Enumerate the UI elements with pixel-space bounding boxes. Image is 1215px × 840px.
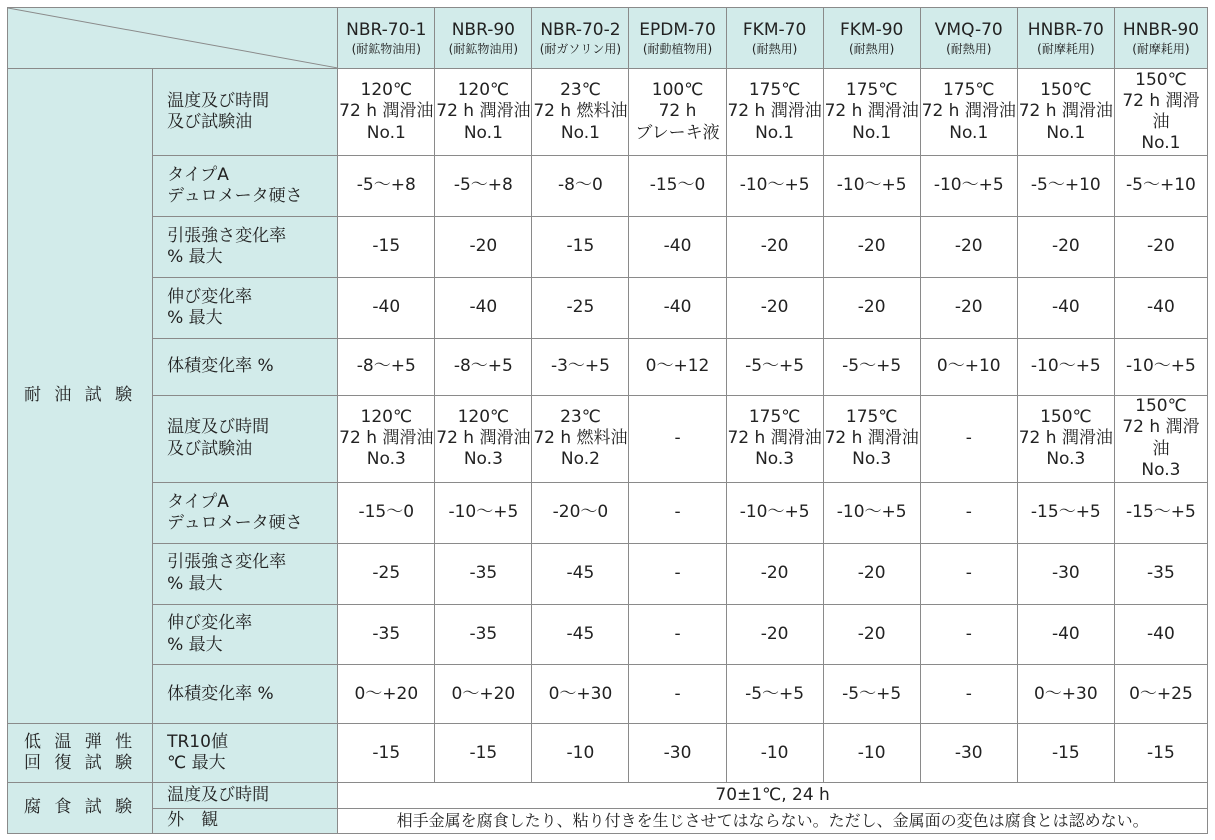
material-header (1017, 8, 1114, 69)
value-cell: -5〜+5 (726, 665, 823, 724)
material-name: NBR-90 (451, 19, 515, 40)
value-cell: -10〜+5 (1114, 338, 1207, 395)
corner-cell (8, 8, 338, 69)
material-use: (耐摩耗用) (1037, 41, 1095, 56)
test-condition-cell: 175℃ 72 h 潤滑油 No.1 (726, 68, 823, 155)
spec-row (8, 665, 1208, 724)
material-header (435, 8, 532, 69)
value-cell: -20 (726, 217, 823, 278)
material-header (920, 8, 1017, 69)
test-condition-cell: 175℃ 72 h 潤滑油 No.3 (823, 395, 920, 482)
group-corrosion-test: 腐 食 試 験 (8, 783, 153, 834)
value-cell: 0〜+30 (532, 665, 629, 724)
value-cell: -10〜+5 (1017, 338, 1114, 395)
material-use: (耐熱用) (848, 41, 895, 56)
corrosion-appearance: 相手金属を腐食したり、粘り付きを生じさせてはならない。ただし、金属面の変色は腐食とは認めない。 (338, 808, 1208, 833)
value-cell: - (920, 665, 1017, 724)
value-cell: -20 (823, 217, 920, 278)
spec-row (8, 338, 1208, 395)
material-name: VMQ-70 (934, 19, 1003, 40)
value-cell: -5〜+8 (435, 156, 532, 217)
value-cell: 0〜+20 (338, 665, 435, 724)
value-cell: -10〜+5 (435, 482, 532, 543)
spec-row (8, 724, 1208, 783)
value-cell: -30 (629, 724, 726, 783)
material-header (726, 8, 823, 69)
material-use: (耐摩耗用) (1132, 41, 1190, 56)
value-cell: -10〜+5 (823, 482, 920, 543)
value-cell: -20 (1114, 217, 1207, 278)
material-use: (耐鉱物油用) (351, 41, 421, 56)
value-cell: -40 (1017, 277, 1114, 338)
value-cell: -30 (1017, 543, 1114, 604)
value-cell: -15〜+5 (1114, 482, 1207, 543)
value-cell: -5〜+10 (1017, 156, 1114, 217)
test-condition-cell: 150℃ 72 h 潤滑油 No.3 (1017, 395, 1114, 482)
value-cell: -35 (338, 604, 435, 665)
material-name: HNBR-70 (1027, 19, 1104, 40)
value-cell: - (629, 482, 726, 543)
diagonal-line (8, 8, 337, 68)
value-cell: -20 (726, 277, 823, 338)
test-item-label: 体積変化率 % (153, 338, 338, 395)
value-cell: - (629, 665, 726, 724)
value-cell: 0〜+12 (629, 338, 726, 395)
test-condition-cell: 120℃ 72 h 潤滑油 No.1 (435, 68, 532, 155)
value-cell: -20 (920, 217, 1017, 278)
value-cell: -40 (338, 277, 435, 338)
value-cell: -8〜0 (532, 156, 629, 217)
value-cell: -20 (726, 604, 823, 665)
test-item-label: 温度及び時間 (153, 783, 338, 808)
test-item-label: 伸び変化率 % 最大 (153, 604, 338, 665)
value-cell: -15〜0 (338, 482, 435, 543)
value-cell: 0〜+25 (1114, 665, 1207, 724)
material-name: EPDM-70 (639, 19, 716, 40)
test-item-label: 温度及び時間 及び試験油 (153, 395, 338, 482)
material-header (338, 8, 435, 69)
spec-row (8, 543, 1208, 604)
group-oil-test: 耐 油 試 験 (8, 68, 153, 723)
value-cell: -5〜+10 (1114, 156, 1207, 217)
value-cell: -40 (1114, 277, 1207, 338)
value-cell: -40 (629, 217, 726, 278)
value-cell: -10 (726, 724, 823, 783)
material-header (532, 8, 629, 69)
value-cell: -10 (823, 724, 920, 783)
spec-row (8, 482, 1208, 543)
test-condition-cell: 120℃ 72 h 潤滑油 No.1 (338, 68, 435, 155)
value-cell: -30 (920, 724, 1017, 783)
spec-row (8, 277, 1208, 338)
value-cell: -25 (338, 543, 435, 604)
value-cell: -35 (1114, 543, 1207, 604)
material-name: FKM-70 (742, 19, 807, 40)
material-use: (耐鉱物油用) (448, 41, 519, 56)
test-item-label: 伸び変化率 % 最大 (153, 277, 338, 338)
group-low-temp-test: 低 温 弾 性 回 復 試 験 (8, 724, 153, 783)
value-cell: -5〜+5 (823, 665, 920, 724)
material-name: FKM-90 (839, 19, 904, 40)
value-cell: -5〜+5 (726, 338, 823, 395)
header-row (8, 8, 1208, 69)
value-cell: -40 (1017, 604, 1114, 665)
spec-row (8, 217, 1208, 278)
test-condition-cell: 120℃ 72 h 潤滑油 No.3 (435, 395, 532, 482)
test-condition-cell: 23℃ 72 h 燃料油 No.1 (532, 68, 629, 155)
test-condition-cell: 120℃ 72 h 潤滑油 No.3 (338, 395, 435, 482)
material-use: (耐熱用) (946, 41, 992, 56)
value-cell: -15 (435, 724, 532, 783)
test-item-label: 引張強さ変化率 % 最大 (153, 543, 338, 604)
value-cell: -15 (1114, 724, 1207, 783)
value-cell: -10〜+5 (726, 482, 823, 543)
value-cell: -35 (435, 604, 532, 665)
value-cell: -20 (435, 217, 532, 278)
test-item-label: 外 観 (153, 808, 338, 833)
test-condition-cell: 100℃ 72 h ブレーキ液 (629, 68, 726, 155)
value-cell: -45 (532, 604, 629, 665)
value-cell: -40 (1114, 604, 1207, 665)
material-name: NBR-70-1 (346, 19, 427, 40)
value-cell: -20 (920, 277, 1017, 338)
value-cell: -20 (823, 543, 920, 604)
corrosion-row (8, 783, 1208, 808)
value-cell: -25 (532, 277, 629, 338)
test-condition-cell: 150℃ 72 h 潤滑油 No.1 (1114, 68, 1207, 155)
value-cell: -35 (435, 543, 532, 604)
value-cell: -20 (1017, 217, 1114, 278)
value-cell: -20 (823, 277, 920, 338)
spec-row (8, 156, 1208, 217)
value-cell: - (920, 482, 1017, 543)
test-item-label: 温度及び時間 及び試験油 (153, 68, 338, 155)
test-condition-cell: 175℃ 72 h 潤滑油 No.1 (823, 68, 920, 155)
material-name: NBR-70-2 (540, 19, 621, 40)
test-condition-cell: - (629, 395, 726, 482)
corrosion-row (8, 808, 1208, 833)
value-cell: -15 (338, 217, 435, 278)
value-cell: -15 (532, 217, 629, 278)
value-cell: 0〜+10 (920, 338, 1017, 395)
value-cell: -20〜0 (532, 482, 629, 543)
material-use: (耐動植物用) (642, 41, 713, 56)
test-item-label: TR10値 ℃ 最大 (153, 724, 338, 783)
value-cell: 0〜+30 (1017, 665, 1114, 724)
value-cell: -5〜+8 (338, 156, 435, 217)
spec-row (8, 604, 1208, 665)
test-condition-cell: 175℃ 72 h 潤滑油 No.3 (726, 395, 823, 482)
value-cell: -15 (338, 724, 435, 783)
value-cell: -40 (629, 277, 726, 338)
value-cell: -40 (435, 277, 532, 338)
value-cell: -5〜+5 (823, 338, 920, 395)
value-cell: -15〜+5 (1017, 482, 1114, 543)
value-cell: -20 (726, 543, 823, 604)
test-condition-cell: - (920, 395, 1017, 482)
value-cell: -20 (823, 604, 920, 665)
value-cell: -10〜+5 (823, 156, 920, 217)
spec-row (8, 68, 1208, 155)
value-cell: -8〜+5 (435, 338, 532, 395)
test-item-label: 体積変化率 % (153, 665, 338, 724)
material-spec-table (7, 7, 1208, 834)
test-condition-cell: 150℃ 72 h 潤滑油 No.1 (1017, 68, 1114, 155)
value-cell: - (629, 543, 726, 604)
test-condition-cell: 150℃ 72 h 潤滑油 No.3 (1114, 395, 1207, 482)
value-cell: -10 (532, 724, 629, 783)
test-item-label: 引張強さ変化率 % 最大 (153, 217, 338, 278)
value-cell: -10〜+5 (920, 156, 1017, 217)
value-cell: -45 (532, 543, 629, 604)
test-item-label: タイプA デュロメータ硬さ (153, 156, 338, 217)
material-name: HNBR-90 (1122, 19, 1199, 40)
test-condition-cell: 23℃ 72 h 燃料油 No.2 (532, 395, 629, 482)
material-use: (耐熱用) (751, 41, 798, 56)
value-cell: - (629, 604, 726, 665)
material-use: (耐ガソリン用) (539, 41, 622, 56)
value-cell: - (920, 604, 1017, 665)
value-cell: 0〜+20 (435, 665, 532, 724)
value-cell: - (920, 543, 1017, 604)
test-item-label: タイプA デュロメータ硬さ (153, 482, 338, 543)
value-cell: -15〜0 (629, 156, 726, 217)
corrosion-condition: 70±1℃, 24 h (338, 783, 1208, 808)
value-cell: -8〜+5 (338, 338, 435, 395)
value-cell: -15 (1017, 724, 1114, 783)
value-cell: -10〜+5 (726, 156, 823, 217)
value-cell: -3〜+5 (532, 338, 629, 395)
material-header (629, 8, 726, 69)
material-header (823, 8, 920, 69)
test-condition-cell: 175℃ 72 h 潤滑油 No.1 (920, 68, 1017, 155)
spec-row (8, 395, 1208, 482)
material-header (1114, 8, 1207, 69)
